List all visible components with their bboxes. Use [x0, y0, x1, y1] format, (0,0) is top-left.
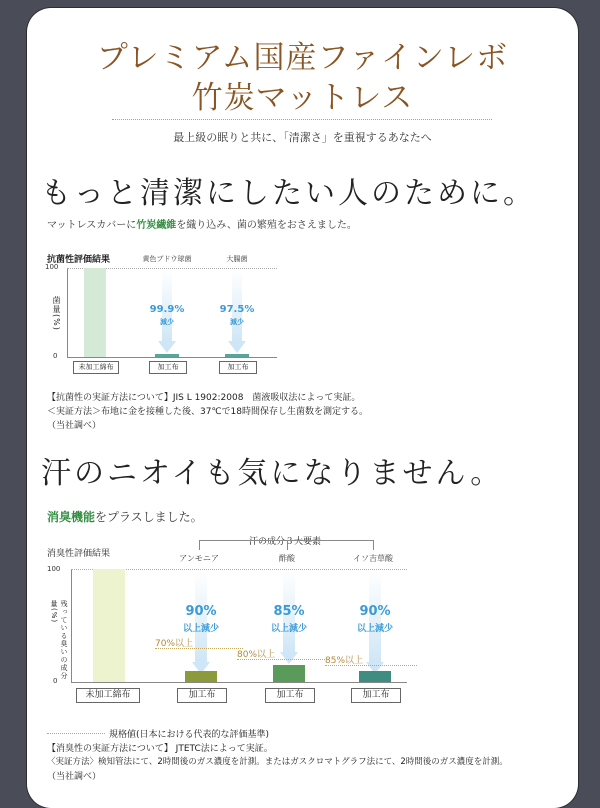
standard-label-acetic: 80%以上	[237, 650, 276, 660]
y-tick-0: 0	[53, 677, 58, 685]
pct-acetic-sub: 以上減少	[270, 624, 307, 634]
bacteria-label-staph: 黄色ブドウ球菌	[142, 255, 192, 263]
pct-ammonia: 90%	[185, 604, 217, 619]
section1-description: マットレスカバーに竹炭繊維を織り込み、菌の繁殖をおさえました。	[47, 220, 357, 231]
bar-isovaleric	[359, 671, 391, 682]
antibacterial-chart-title: 抗菌性評価結果	[47, 255, 111, 265]
group-bracket-tick	[287, 540, 288, 550]
y-tick-100: 100	[45, 263, 59, 271]
category-label-treated: 加工布	[219, 361, 257, 374]
section2-note-1: 【消臭性の実証方法について】 JTETC法によって実証。	[47, 744, 273, 754]
y-tick-100: 100	[47, 565, 61, 573]
bar-ecoli	[225, 354, 249, 357]
deodorant-chart-title: 消臭性評価結果	[47, 549, 111, 559]
bar-untreated	[93, 569, 125, 682]
sweat-components-label: 汗の成分３大要素	[245, 534, 325, 547]
x-axis	[71, 682, 407, 683]
section1-note-3: （当社調べ）	[47, 421, 102, 431]
product-title-line1: プレミアム国産ファインレボ	[96, 40, 509, 76]
arrow-down-icon	[228, 341, 246, 353]
bar-ammonia	[185, 671, 217, 682]
section2-headline: 汗のニオイも気になりません。	[41, 456, 504, 491]
legend-standard-text: 規格値(日本における代表的な評価基準)	[109, 730, 270, 740]
pct-acetic: 85%	[273, 604, 305, 619]
category-label-untreated: 未加工綿布	[73, 361, 119, 374]
bacteria-label-ecoli: 大腸菌	[226, 255, 248, 263]
category-label-treated: 加工布	[177, 688, 227, 703]
category-label-treated: 加工布	[265, 688, 315, 703]
title-divider	[112, 119, 492, 120]
standard-label-ammonia: 70%以上	[155, 639, 194, 649]
section2-note-2: 〈実証方法〉検知管法にて、2時間後のガス濃度を計測。またはガスクロマトグラフ法にて、2時間後のガス濃度を計測。	[47, 757, 508, 767]
arrow-down-icon	[158, 341, 176, 353]
group-bracket-tick	[199, 540, 200, 550]
pct-ammonia-sub: 以上減少	[182, 624, 219, 634]
product-card	[27, 8, 578, 808]
pct-isovaleric: 90%	[359, 604, 391, 619]
bar-acetic	[273, 665, 305, 682]
section1-headline: もっと清潔にしたい人のために。	[41, 176, 536, 211]
y-axis	[67, 268, 68, 358]
legend-dotted-line	[47, 733, 105, 734]
y-axis-label: 菌量(%)	[52, 296, 61, 331]
component-label-ammonia: アンモニア	[179, 554, 219, 563]
y-axis-label: 残っている臭いの成分量(%)	[50, 600, 68, 680]
pct-isovaleric-sub: 以上減少	[356, 624, 393, 634]
pct-staph-sub: 減少	[160, 318, 174, 326]
section2-description: 消臭機能をプラスしました。	[47, 510, 203, 524]
pct-ecoli-sub: 減少	[230, 318, 244, 326]
section1-note-1: 【抗菌性の実証方法について】JIS L 1902:2008 菌液吸収法によって実証。	[47, 393, 361, 403]
bar-staph	[155, 354, 179, 357]
group-bracket-tick	[373, 540, 374, 550]
component-label-isovaleric: イソ吉草酸	[353, 554, 393, 563]
x-axis	[67, 357, 277, 358]
bar-untreated	[84, 268, 106, 357]
y-axis	[71, 569, 72, 683]
section1-note-2: ＜実証方法＞布地に金を接種した後、37℃で18時間保存し生菌数を測定する。	[47, 407, 369, 417]
pct-staph: 99.9%	[149, 304, 185, 315]
arrow-down-icon	[280, 652, 298, 664]
category-label-treated: 加工布	[351, 688, 401, 703]
component-label-acetic: 酢酸	[279, 554, 295, 563]
product-title-line2: 竹炭マットレス	[191, 80, 414, 116]
standard-label-isovaleric: 85%以上	[325, 656, 364, 666]
pct-ecoli: 97.5%	[219, 304, 255, 315]
section2-note-3: （当社調べ）	[47, 772, 102, 782]
category-label-treated: 加工布	[149, 361, 187, 374]
y-tick-0: 0	[53, 352, 58, 360]
category-label-untreated: 未加工綿布	[76, 688, 140, 703]
product-subtitle: 最上級の眠りと共に、「清潔さ」を重視するあなたへ	[173, 131, 432, 144]
group-bracket	[199, 540, 373, 541]
